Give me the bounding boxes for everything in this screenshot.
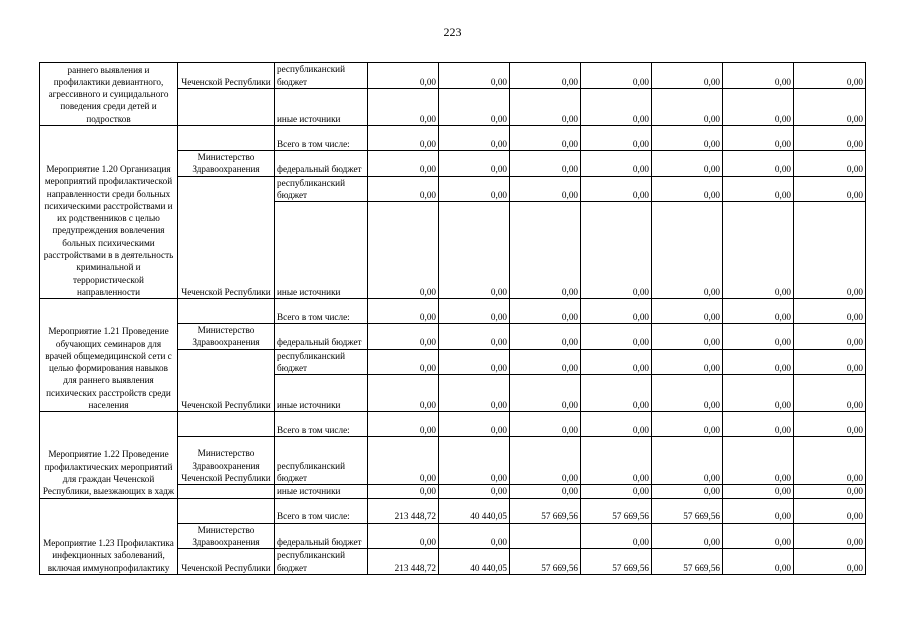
- executor-cell: [178, 498, 275, 523]
- funding-source-cell: республиканский бюджет: [275, 176, 368, 202]
- amount-cell: 0,00: [652, 349, 723, 375]
- event-cell: Мероприятие 1.20 Организация мероприятий профилактической направленности среди больных психическими расстройствами и их родственников с целью предупреждения вовлечения больных психическими расстройствами в в деятельность криминальной и террористической направленности: [40, 126, 178, 299]
- amount-cell: 0,00: [652, 202, 723, 299]
- amount-cell: 0,00: [652, 176, 723, 202]
- event-cell: Мероприятие 1.21 Проведение обучающих семинаров для врачей общемедицинской сети с целью формирования навыков для раннего выявления психических расстройств среди населения: [40, 299, 178, 412]
- executor-cell: [178, 412, 275, 437]
- amount-cell: 0,00: [368, 412, 439, 437]
- amount-cell: 0,00: [368, 176, 439, 202]
- amount-cell: [510, 523, 581, 549]
- amount-cell: 0,00: [723, 437, 794, 485]
- amount-cell: 0,00: [439, 523, 510, 549]
- amount-cell: 0,00: [368, 324, 439, 350]
- amount-cell: 0,00: [652, 126, 723, 151]
- funding-source-cell: Всего в том числе:: [275, 498, 368, 523]
- funding-source-cell: республиканский бюджет: [275, 549, 368, 575]
- executor-cell: Чеченской Республики: [178, 349, 275, 412]
- funding-source-cell: иные источники: [275, 485, 368, 498]
- amount-cell: 0,00: [368, 89, 439, 126]
- amount-cell: 0,00: [510, 349, 581, 375]
- amount-cell: 0,00: [581, 176, 652, 202]
- amount-cell: 0,00: [794, 485, 866, 498]
- amount-cell: 0,00: [723, 126, 794, 151]
- amount-cell: 0,00: [439, 89, 510, 126]
- amount-cell: 40 440,05: [439, 549, 510, 575]
- amount-cell: 213 448,72: [368, 549, 439, 575]
- amount-cell: 0,00: [723, 324, 794, 350]
- amount-cell: 0,00: [794, 89, 866, 126]
- table-row: [40, 63, 866, 89]
- funding-source-cell: федеральный бюджет: [275, 324, 368, 350]
- amount-cell: 0,00: [439, 412, 510, 437]
- amount-cell: 0,00: [439, 63, 510, 89]
- amount-cell: 0,00: [652, 89, 723, 126]
- amount-cell: 0,00: [652, 324, 723, 350]
- amount-cell: 0,00: [581, 375, 652, 412]
- amount-cell: 0,00: [439, 375, 510, 412]
- budget-table: [39, 62, 866, 575]
- amount-cell: 0,00: [439, 176, 510, 202]
- amount-cell: 0,00: [368, 299, 439, 324]
- amount-cell: 0,00: [368, 126, 439, 151]
- executor-cell: Чеченской Республики: [178, 63, 275, 89]
- amount-cell: 0,00: [439, 437, 510, 485]
- amount-cell: 0,00: [581, 485, 652, 498]
- funding-source-cell: Всего в том числе:: [275, 126, 368, 151]
- amount-cell: 0,00: [581, 63, 652, 89]
- amount-cell: 0,00: [439, 299, 510, 324]
- amount-cell: 0,00: [794, 324, 866, 350]
- amount-cell: 0,00: [510, 176, 581, 202]
- amount-cell: 0,00: [581, 437, 652, 485]
- amount-cell: 0,00: [581, 151, 652, 177]
- amount-cell: 0,00: [510, 89, 581, 126]
- amount-cell: 0,00: [794, 176, 866, 202]
- amount-cell: 0,00: [368, 151, 439, 177]
- amount-cell: 0,00: [794, 63, 866, 89]
- page-number: 223: [443, 25, 462, 39]
- amount-cell: 0,00: [368, 63, 439, 89]
- amount-cell: 0,00: [439, 202, 510, 299]
- amount-cell: 0,00: [510, 202, 581, 299]
- amount-cell: 0,00: [723, 63, 794, 89]
- executor-cell: [178, 485, 275, 498]
- amount-cell: 0,00: [652, 412, 723, 437]
- funding-source-cell: республиканский бюджет: [275, 63, 368, 89]
- amount-cell: 213 448,72: [368, 498, 439, 523]
- amount-cell: 0,00: [723, 412, 794, 437]
- amount-cell: 0,00: [794, 549, 866, 575]
- amount-cell: 0,00: [581, 89, 652, 126]
- amount-cell: 0,00: [723, 202, 794, 299]
- event-cell: Мероприятие 1.23 Профилактика инфекционных заболеваний, включая иммунопрофилактику: [40, 498, 178, 574]
- amount-cell: 0,00: [581, 202, 652, 299]
- amount-cell: 0,00: [723, 299, 794, 324]
- table-row: [40, 412, 866, 437]
- amount-cell: 0,00: [510, 324, 581, 350]
- amount-cell: 0,00: [368, 485, 439, 498]
- executor-cell: Министерство Здравоохранения: [178, 324, 275, 350]
- amount-cell: 0,00: [368, 375, 439, 412]
- amount-cell: 0,00: [794, 523, 866, 549]
- amount-cell: 0,00: [794, 151, 866, 177]
- amount-cell: 0,00: [581, 412, 652, 437]
- amount-cell: 0,00: [510, 485, 581, 498]
- amount-cell: 0,00: [652, 485, 723, 498]
- amount-cell: 0,00: [794, 349, 866, 375]
- funding-source-cell: иные источники: [275, 202, 368, 299]
- executor-cell: Чеченской Республики: [178, 176, 275, 299]
- amount-cell: 0,00: [439, 324, 510, 350]
- amount-cell: 0,00: [794, 412, 866, 437]
- amount-cell: 0,00: [581, 324, 652, 350]
- amount-cell: 0,00: [439, 126, 510, 151]
- amount-cell: 0,00: [439, 349, 510, 375]
- amount-cell: 0,00: [510, 299, 581, 324]
- amount-cell: 0,00: [581, 126, 652, 151]
- amount-cell: 0,00: [510, 412, 581, 437]
- event-cell: Мероприятие 1.22 Проведение профилактических мероприятий для граждан Чеченской Республики, выезжающих в хадж: [40, 412, 178, 498]
- amount-cell: 57 669,56: [510, 498, 581, 523]
- amount-cell: 0,00: [652, 151, 723, 177]
- amount-cell: 0,00: [368, 202, 439, 299]
- amount-cell: 0,00: [723, 549, 794, 575]
- executor-cell: Министерство Здравоохранения: [178, 151, 275, 177]
- amount-cell: 0,00: [652, 63, 723, 89]
- amount-cell: 0,00: [794, 498, 866, 523]
- amount-cell: 0,00: [581, 523, 652, 549]
- amount-cell: 0,00: [510, 126, 581, 151]
- amount-cell: 0,00: [794, 126, 866, 151]
- amount-cell: 57 669,56: [510, 549, 581, 575]
- table-row: [40, 126, 866, 151]
- amount-cell: 0,00: [368, 437, 439, 485]
- amount-cell: 57 669,56: [581, 498, 652, 523]
- amount-cell: 0,00: [794, 375, 866, 412]
- amount-cell: 0,00: [439, 485, 510, 498]
- funding-source-cell: республиканский бюджет: [275, 349, 368, 375]
- amount-cell: 0,00: [510, 375, 581, 412]
- amount-cell: 0,00: [723, 523, 794, 549]
- amount-cell: 0,00: [723, 349, 794, 375]
- amount-cell: 0,00: [723, 176, 794, 202]
- amount-cell: 0,00: [794, 202, 866, 299]
- event-cell: раннего выявления и профилактики девиантного, агрессивного и суицидального поведения среди детей и подростков: [40, 63, 178, 126]
- amount-cell: 0,00: [723, 151, 794, 177]
- amount-cell: 0,00: [510, 151, 581, 177]
- funding-source-cell: Всего в том числе:: [275, 412, 368, 437]
- amount-cell: 0,00: [439, 151, 510, 177]
- amount-cell: 0,00: [581, 349, 652, 375]
- amount-cell: 57 669,56: [652, 549, 723, 575]
- amount-cell: 0,00: [723, 498, 794, 523]
- amount-cell: 40 440,05: [439, 498, 510, 523]
- amount-cell: 57 669,56: [652, 498, 723, 523]
- funding-source-cell: федеральный бюджет: [275, 151, 368, 177]
- amount-cell: 57 669,56: [581, 549, 652, 575]
- amount-cell: 0,00: [652, 299, 723, 324]
- amount-cell: 0,00: [510, 63, 581, 89]
- executor-cell: [178, 299, 275, 324]
- amount-cell: 0,00: [652, 375, 723, 412]
- table-row: [40, 299, 866, 324]
- funding-source-cell: федеральный бюджет: [275, 523, 368, 549]
- executor-cell: Чеченской Республики: [178, 549, 275, 575]
- amount-cell: 0,00: [510, 437, 581, 485]
- amount-cell: 0,00: [652, 523, 723, 549]
- amount-cell: 0,00: [368, 349, 439, 375]
- amount-cell: 0,00: [723, 485, 794, 498]
- funding-source-cell: иные источники: [275, 89, 368, 126]
- executor-cell: [178, 126, 275, 151]
- table-row: [40, 498, 866, 523]
- funding-source-cell: Всего в том числе:: [275, 299, 368, 324]
- amount-cell: 0,00: [794, 299, 866, 324]
- amount-cell: 0,00: [723, 375, 794, 412]
- amount-cell: 0,00: [368, 523, 439, 549]
- amount-cell: 0,00: [652, 437, 723, 485]
- amount-cell: 0,00: [723, 89, 794, 126]
- amount-cell: 0,00: [794, 437, 866, 485]
- amount-cell: 0,00: [581, 299, 652, 324]
- executor-cell: [178, 89, 275, 126]
- funding-source-cell: иные источники: [275, 375, 368, 412]
- executor-cell: Министерство Здравоохранения Чеченской Республики: [178, 437, 275, 485]
- funding-source-cell: республиканский бюджет: [275, 437, 368, 485]
- executor-cell: Министерство Здравоохранения: [178, 523, 275, 549]
